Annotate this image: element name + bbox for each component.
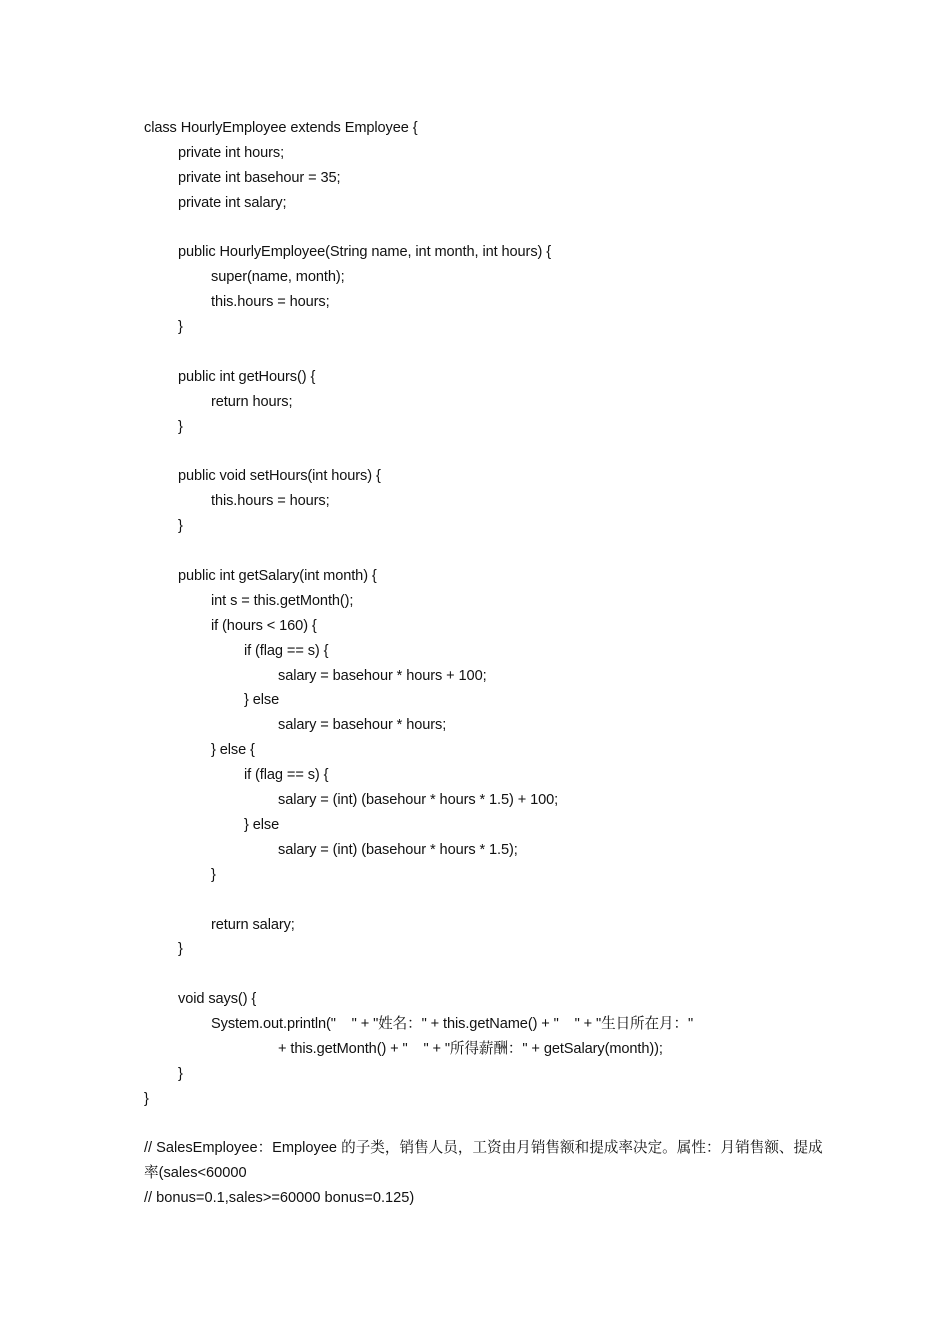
code-line: private int hours;	[178, 144, 285, 161]
code-line: }	[178, 941, 183, 958]
code-line: salary = basehour * hours;	[278, 717, 447, 734]
code-line: }	[178, 319, 183, 336]
code-line-blank	[144, 539, 844, 564]
code-line: }	[211, 866, 216, 883]
code-line: }	[178, 1065, 183, 1082]
code-line: if (flag == s) {	[244, 767, 329, 784]
comment-block	[144, 1136, 824, 1211]
code-line: }	[178, 418, 183, 435]
code-line: }	[178, 518, 183, 535]
code-line-blank	[144, 216, 844, 241]
code-line: } else {	[211, 742, 255, 759]
code-line: } else	[244, 816, 280, 833]
comment-line: // bonus=0.1,sales>=60000 bonus=0.125)	[144, 1190, 415, 1206]
code-line: salary = (int) (basehour * hours * 1.5);	[278, 841, 518, 858]
code-line: int s = this.getMonth();	[211, 592, 354, 609]
code-line: public HourlyEmployee(String name, int month, int hours) {	[178, 244, 552, 261]
code-line-blank	[144, 340, 844, 365]
code-line: salary = (int) (basehour * hours * 1.5) + 100;	[278, 792, 559, 809]
code-line: }	[144, 1090, 149, 1107]
code-line: salary = basehour * hours + 100;	[278, 667, 487, 684]
code-line: + this.getMonth() + " " + "所得薪酬：" + getSalary(month));	[278, 1040, 663, 1057]
code-line: private int basehour = 35;	[178, 169, 341, 186]
comment-line: // SalesEmployee：Employee 的子类，销售人员，工资由月销售额和提成率决定。属性：月销售额、提成率(sales<60000	[144, 1140, 823, 1181]
code-line: this.hours = hours;	[211, 294, 330, 311]
code-line-blank	[144, 962, 844, 987]
code-line: public int getHours() {	[178, 368, 316, 385]
code-line: void says() {	[178, 991, 257, 1008]
code-line: this.hours = hours;	[211, 493, 330, 510]
code-line-blank	[144, 440, 844, 465]
code-line: return hours;	[211, 393, 293, 410]
code-line: private int salary;	[178, 194, 287, 211]
code-line: } else	[244, 692, 280, 709]
code-line: public void setHours(int hours) {	[178, 468, 381, 485]
code-line: super(name, month);	[211, 269, 345, 286]
code-line: class HourlyEmployee extends Employee {	[144, 120, 418, 136]
code-line: if (flag == s) {	[244, 642, 329, 659]
code-line: if (hours < 160) {	[211, 617, 317, 634]
code-line: return salary;	[211, 916, 295, 933]
code-line-blank	[144, 888, 844, 913]
code-line: System.out.println(" " + "姓名：" + this.getName() + " " + "生日所在月："	[211, 1016, 694, 1033]
code-line: public int getSalary(int month) {	[178, 568, 377, 585]
code-block	[144, 116, 844, 1112]
